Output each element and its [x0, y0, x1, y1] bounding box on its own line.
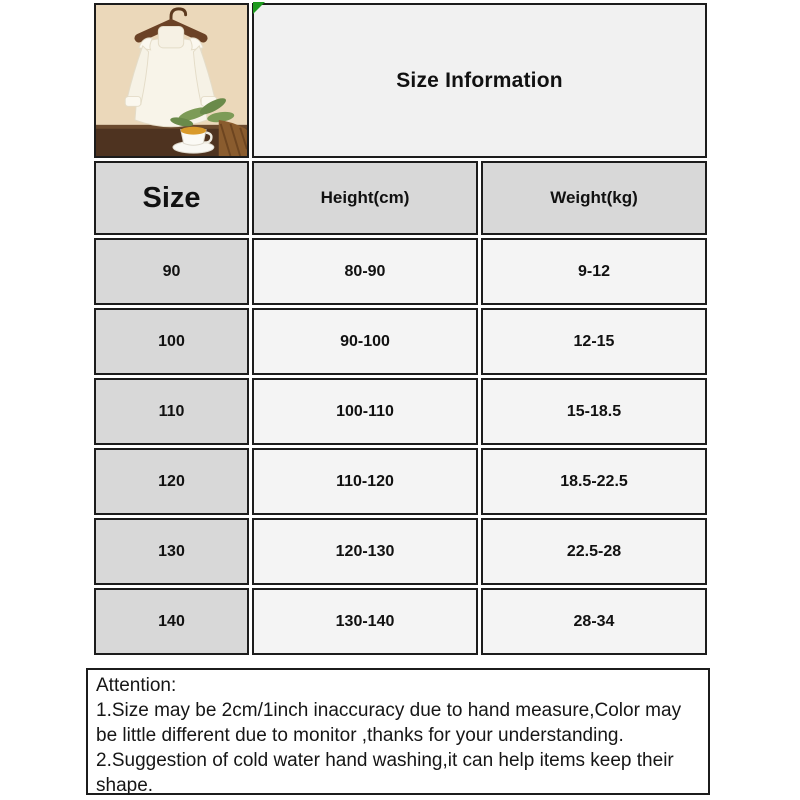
cell-size: 140	[94, 588, 249, 655]
table-row	[94, 238, 707, 305]
page-title: Size Information	[252, 3, 707, 158]
table-header-row	[94, 161, 707, 235]
green-corner-marker-icon	[253, 2, 265, 14]
attention-title: Attention:	[96, 675, 177, 696]
cell-weight: 15-18.5	[481, 378, 707, 445]
cell-height: 120-130	[252, 518, 478, 585]
cell-weight: 12-15	[481, 308, 707, 375]
cell-weight: 9-12	[481, 238, 707, 305]
size-table	[91, 0, 710, 658]
table-row	[94, 378, 707, 445]
attention-line-1: 1.Size may be 2cm/1inch inaccuracy due to hand measure,Color may be little different due to monitor ,thanks for your understanding.	[96, 700, 682, 746]
cell-weight: 28-34	[481, 588, 707, 655]
product-photo-illustration	[96, 5, 247, 156]
cell-size: 120	[94, 448, 249, 515]
cell-size: 110	[94, 378, 249, 445]
header-size: Size	[94, 161, 249, 235]
cell-height: 110-120	[252, 448, 478, 515]
cell-height: 130-140	[252, 588, 478, 655]
attention-note	[86, 668, 710, 795]
cell-height: 90-100	[252, 308, 478, 375]
cell-size: 100	[94, 308, 249, 375]
table-row	[94, 448, 707, 515]
header-weight: Weight(kg)	[481, 161, 707, 235]
cell-weight: 18.5-22.5	[481, 448, 707, 515]
table-row	[94, 518, 707, 585]
header-height: Height(cm)	[252, 161, 478, 235]
table-row	[94, 308, 707, 375]
photo-title-row	[94, 3, 707, 158]
table-row	[94, 588, 707, 655]
cell-size: 130	[94, 518, 249, 585]
product-photo	[94, 3, 249, 158]
cell-height: 100-110	[252, 378, 478, 445]
cell-size: 90	[94, 238, 249, 305]
cell-height: 80-90	[252, 238, 478, 305]
attention-line-2: 2.Suggestion of cold water hand washing,it can help items keep their shape.	[96, 750, 674, 796]
cell-weight: 22.5-28	[481, 518, 707, 585]
